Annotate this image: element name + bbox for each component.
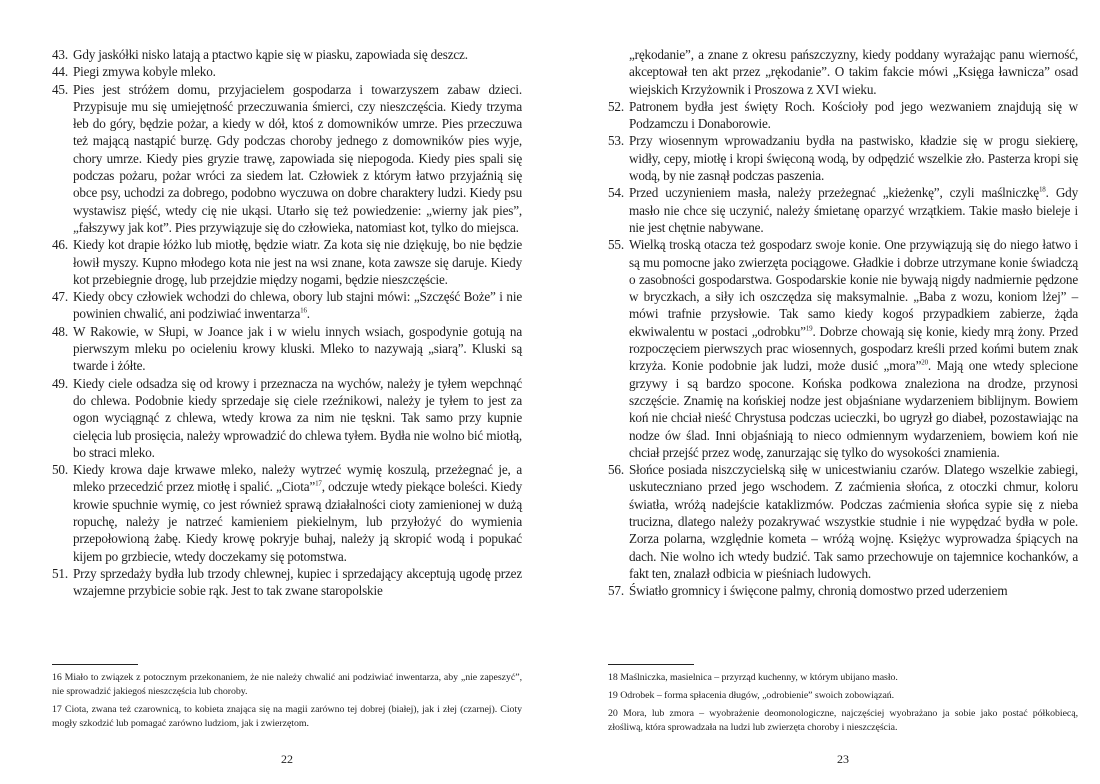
list-item [52, 81, 522, 237]
item-text: Przy sprzedaży bydła lub trzody chlewnej, kupiec i sprzedający akceptują ugodę przez wzajemne przybicie sobie rąk. Jest to tak zwane staropolskie [73, 565, 522, 599]
item-text-tail: . Mają one wtedy splecione grzywy i są bardzo spocone. Końska podkowa znaleziona na drodze, przynosi szczęście. Znamię na końskiej nodze jest objaśniane wydarzeniem biblijnym. Bowiem koń nie chciał nieść Chrystusa podczas ucieczki, bo ugryzł go diabeł, pozostawiając na nodze ów ślad. Inni objaśniają to nieco odmiennym wydarzeniem, bowiem koń nie chciał przejść przez wodę, zanurzając się tylko do wysokości znamienia. [629, 358, 1078, 460]
item-number: 46. [52, 237, 68, 253]
footnote: 17 Ciota, zwana też czarownicą, to kobieta znająca się na magii zarówno tej dobrej (białej), jak i złej (czarnej). Cioty mogły szkodzić lub pomagać zarówno ludziom, jak i zwierzętom. [52, 704, 522, 729]
item-text: Kiedy kot drapie łóżko lub miotłę, będzie wiatr. Za kota się nie dziękuję, bo nie będzie łowił myszy. Kupno młodego kota nie jest na wsi znane, kota zawsze się daruje. Kiedy kot przebiegnie drogę, lub przejdzie między nogami, będzie nieszczęście. [73, 237, 522, 287]
item-number: 52. [608, 98, 624, 114]
item-number: 44. [52, 64, 68, 80]
right-footnotes [608, 664, 1078, 739]
footnote-ref: 18 [1038, 185, 1046, 194]
item-number: 56. [608, 462, 624, 478]
item-number: 54. [608, 185, 624, 201]
left-page [52, 0, 522, 784]
list-item [52, 46, 522, 63]
list-item [608, 98, 1078, 133]
right-page [608, 0, 1078, 784]
footnote-ref: 19 [805, 324, 813, 333]
footnote-ref: 20 [921, 358, 928, 367]
item-text: Przy wiosennym wprowadzaniu bydła na pastwisko, kładzie się w progu siekierę, widły, cepy, miotłę i kropi święconą wodą, by odpędzić wszelkie zło. Pasterza kropi się wodą, by nie zasnął podczas paszenia. [629, 133, 1078, 184]
list-item [608, 184, 1078, 236]
item-number: 43. [52, 47, 68, 62]
list-item [52, 323, 522, 375]
item-number: 50. [52, 462, 68, 478]
item-text: Kiedy krowa daje krwawe mleko, należy wytrzeć wymię koszulą, przeżegnać je, a mleko przecedzić przez miotłę i spalić. „Ciota” [73, 462, 522, 495]
list-item [52, 236, 522, 288]
footnote-ref: 17 [315, 480, 322, 489]
item-number: 48. [52, 323, 68, 339]
item-number: 55. [608, 237, 624, 253]
item-text: Przed uczynieniem masła, należy przeżegnać „kieżenkę”, czyli maślniczkę [629, 185, 1039, 201]
list-item [608, 132, 1078, 184]
footnote-divider [608, 664, 694, 665]
list-item [52, 375, 522, 461]
item-number: 47. [52, 289, 68, 305]
item-number: 51. [52, 565, 68, 581]
list-item [608, 236, 1078, 461]
item-text: Słońce posiada niszczycielską siłę w unicestwianiu czarów. Dlatego wszelkie zabiegi, uskuteczniano przed jego wschodem. Z zaćmienia słońca, z otoczki chmur, koloru światła, wróżą nadejście kataklizmów. Podczas zaćmienia słońca sypie się z nieba trucizna, dlatego należy pozakrywać wszystkie studnie i nie wypędzać bydła w pole. Zorza polarna, względnie kometa – wróżą wojnę. Księżyc wyprowadza śpiących na dach. Nie wolno ich wtedy budzić. Tak samo przechowuje on tajemnice kochanków, a fakt ten, znalazł odbicia w pieśniach ludowych. [629, 462, 1078, 581]
item-text-tail: . [306, 306, 310, 322]
item-text: Wielką troską otacza też gospodarz swoje konie. One przywiązują się do niego łatwo i są mu pomocne jako zwierzęta pociągowe. Gładkie i dobrze utrzymane konie świadczą o zasobności gospodarstwa. Gospodarskie konie nie bywają nigdy nadmiernie pędzone w bryczkach, a siły ich oszczędza się maksymalnie. „Baba z wozu, koniom lżej” – mówi trafnie przysłowie. Tak samo kiedy kogoś przypadkiem zabierze, żąda ekwiwalentu w postaci „odrobku” [629, 237, 1078, 339]
footnote: 20 Mora, lub zmora – wyobrażenie deomonologiczne, najczęściej wyobrażano ja sobie jako postać półkobiecą, złośliwą, która sprowadzała na ludzi lub zwierzęta choroby i nieszczęścia. [608, 708, 1078, 733]
list-item [608, 582, 1078, 599]
left-footnotes [52, 664, 522, 735]
item-text: Gdy jaskółki nisko latają a ptactwo kąpie się w piasku, zapowiada się deszcz. [73, 47, 468, 62]
footnote-divider [52, 664, 138, 665]
item-text: W Rakowie, w Słupi, w Joance jak i w wielu innych wsiach, gospodynie gotują na pierwszym mleku po ocieleniu krowy kluski. Mleko to nazywają „siarą”. Kluski są twarde i żółte. [73, 323, 522, 374]
page-number: 22 [281, 752, 293, 766]
item-number: 57. [608, 583, 624, 599]
footnote: 18 Maślniczka, masielnica – przyrząd kuchenny, w którym ubijano masło. [608, 672, 898, 683]
footnote: 16 Miało to związek z potocznym przekonaniem, że nie należy chwalić ani podziwiać inwentarza, aby „nie zapeszyć”, nie sprowadzić jakiegoś nieszczęścia lub choroby. [52, 672, 522, 697]
item-text: Piegi zmywa kobyle mleko. [73, 64, 216, 80]
left-body-text [52, 46, 522, 600]
item-number: 53. [608, 133, 624, 149]
footnote: 19 Odrobek – forma spłacenia długów, „odrobienie” swoich zobowiązań. [608, 690, 895, 701]
item-text: Światło gromnicy i święcone palmy, chronią domostwo przed uderzeniem [629, 583, 1008, 599]
right-body-text [608, 46, 1078, 600]
item-text: Patronem bydła jest święty Roch. Kościoły pod jego wezwaniem znajdują się w Podzamczu i Donaborowie. [629, 98, 1078, 132]
list-item [52, 461, 522, 565]
item-number: 49. [52, 375, 68, 391]
list-item [52, 63, 522, 80]
item-number: 45. [52, 81, 68, 97]
footnote-ref: 16 [300, 307, 307, 316]
item-text: Kiedy ciele odsadza się od krowy i przeznacza na wychów, należy je tyłem wepchnąć do chlewa. Podobnie kiedy sprzedaje się ciele rzeźnikowi, należy je tyłem to jest za ogon wyciągnąć z chlewa, wtedy krowa za nim nie tęskni. Tak samo przy kupnie cielęcia lub prosięcia, należy wprowadzić do chlewa tyłem. Bydła nie wolno bić miotłą, bo straci mleko. [73, 375, 522, 460]
item-text-tail: . Gdy masło nie chce się uczynić, należy śmietanę oparzyć wrzątkiem. Takie masło bieleje i nie jest chętnie nabywane. [629, 185, 1078, 235]
item-text-tail: . Dobrze chowają się konie, kiedy mrą żony. Przed rozpoczęciem pierwszych prac wiosennych, gospodarz kreśli przed końmi butem znak krzyża. Konie podobnie jak ludzi, może dusić „mora” [629, 323, 1078, 374]
list-item [608, 461, 1078, 582]
list-item [52, 565, 522, 600]
list-item [52, 288, 522, 323]
page-number: 23 [837, 752, 849, 766]
item-text-tail: , odczuje wtedy piekące boleści. Kiedy krowie spuchnie wymię, co jest również sprawą działalności cioty zamienionej w dużą ropuchę, należy je natrzeć kamieniem piekielnym, lub przyłożyć do wymienia przepołowioną żabę. Kiedy krowę pokryje buhaj, należy ją skropić wodą i popukać kijem po grzbiecie, wtedy doczekamy się potomstwa. [73, 479, 522, 564]
item-text: Kiedy obcy człowiek wchodzi do chlewa, obory lub stajni mówi: „Szczęść Boże” i nie powinien chwalić, ani podziwiać inwentarza [73, 289, 522, 322]
continued-paragraph: „rękodanie”, a znane z okresu pańszczyzny, kiedy poddany wyrażając panu wierność, akceptował ten akt przez „rękodanie”. O takim fakcie mówi „Księga ławnicza” osad wiejskich Krzyżownik i Proszowa z XVI wieku. [629, 47, 1078, 97]
item-text: Pies jest stróżem domu, przyjacielem gospodarza i towarzyszem zabaw dzieci. Przypisuje mu się umiejętność przeczuwania śmierci, czy nieszczęścia. Kiedy trzyma łeb do góry, będzie pożar, a kiedy w dół, ktoś z domowników umrze. Pies przeczuwa też mającą nastąpić burzę. Gdy podczas choroby jednego z domowników pies wyje, chory umrze. Kiedy pies gryzie trawę, zapowiada się niepogoda. Kiedy pies spali się podczas pożaru, pożar wróci za siedem lat. Człowiek z którym łatwo przyjaźnią się obce psy, uchodzi za dobrego, podobno wyczuwa on dobre charaktery ludzi. Kiedy psu wystawisz pięść, wtedy cię nie ukąsi. Utarło się też powiedzenie: „wierny jak pies”, „fałszywy jak kot”. Pies przywiązuje się do człowieka, natomiast kot, tylko do miejsca. [73, 81, 522, 235]
